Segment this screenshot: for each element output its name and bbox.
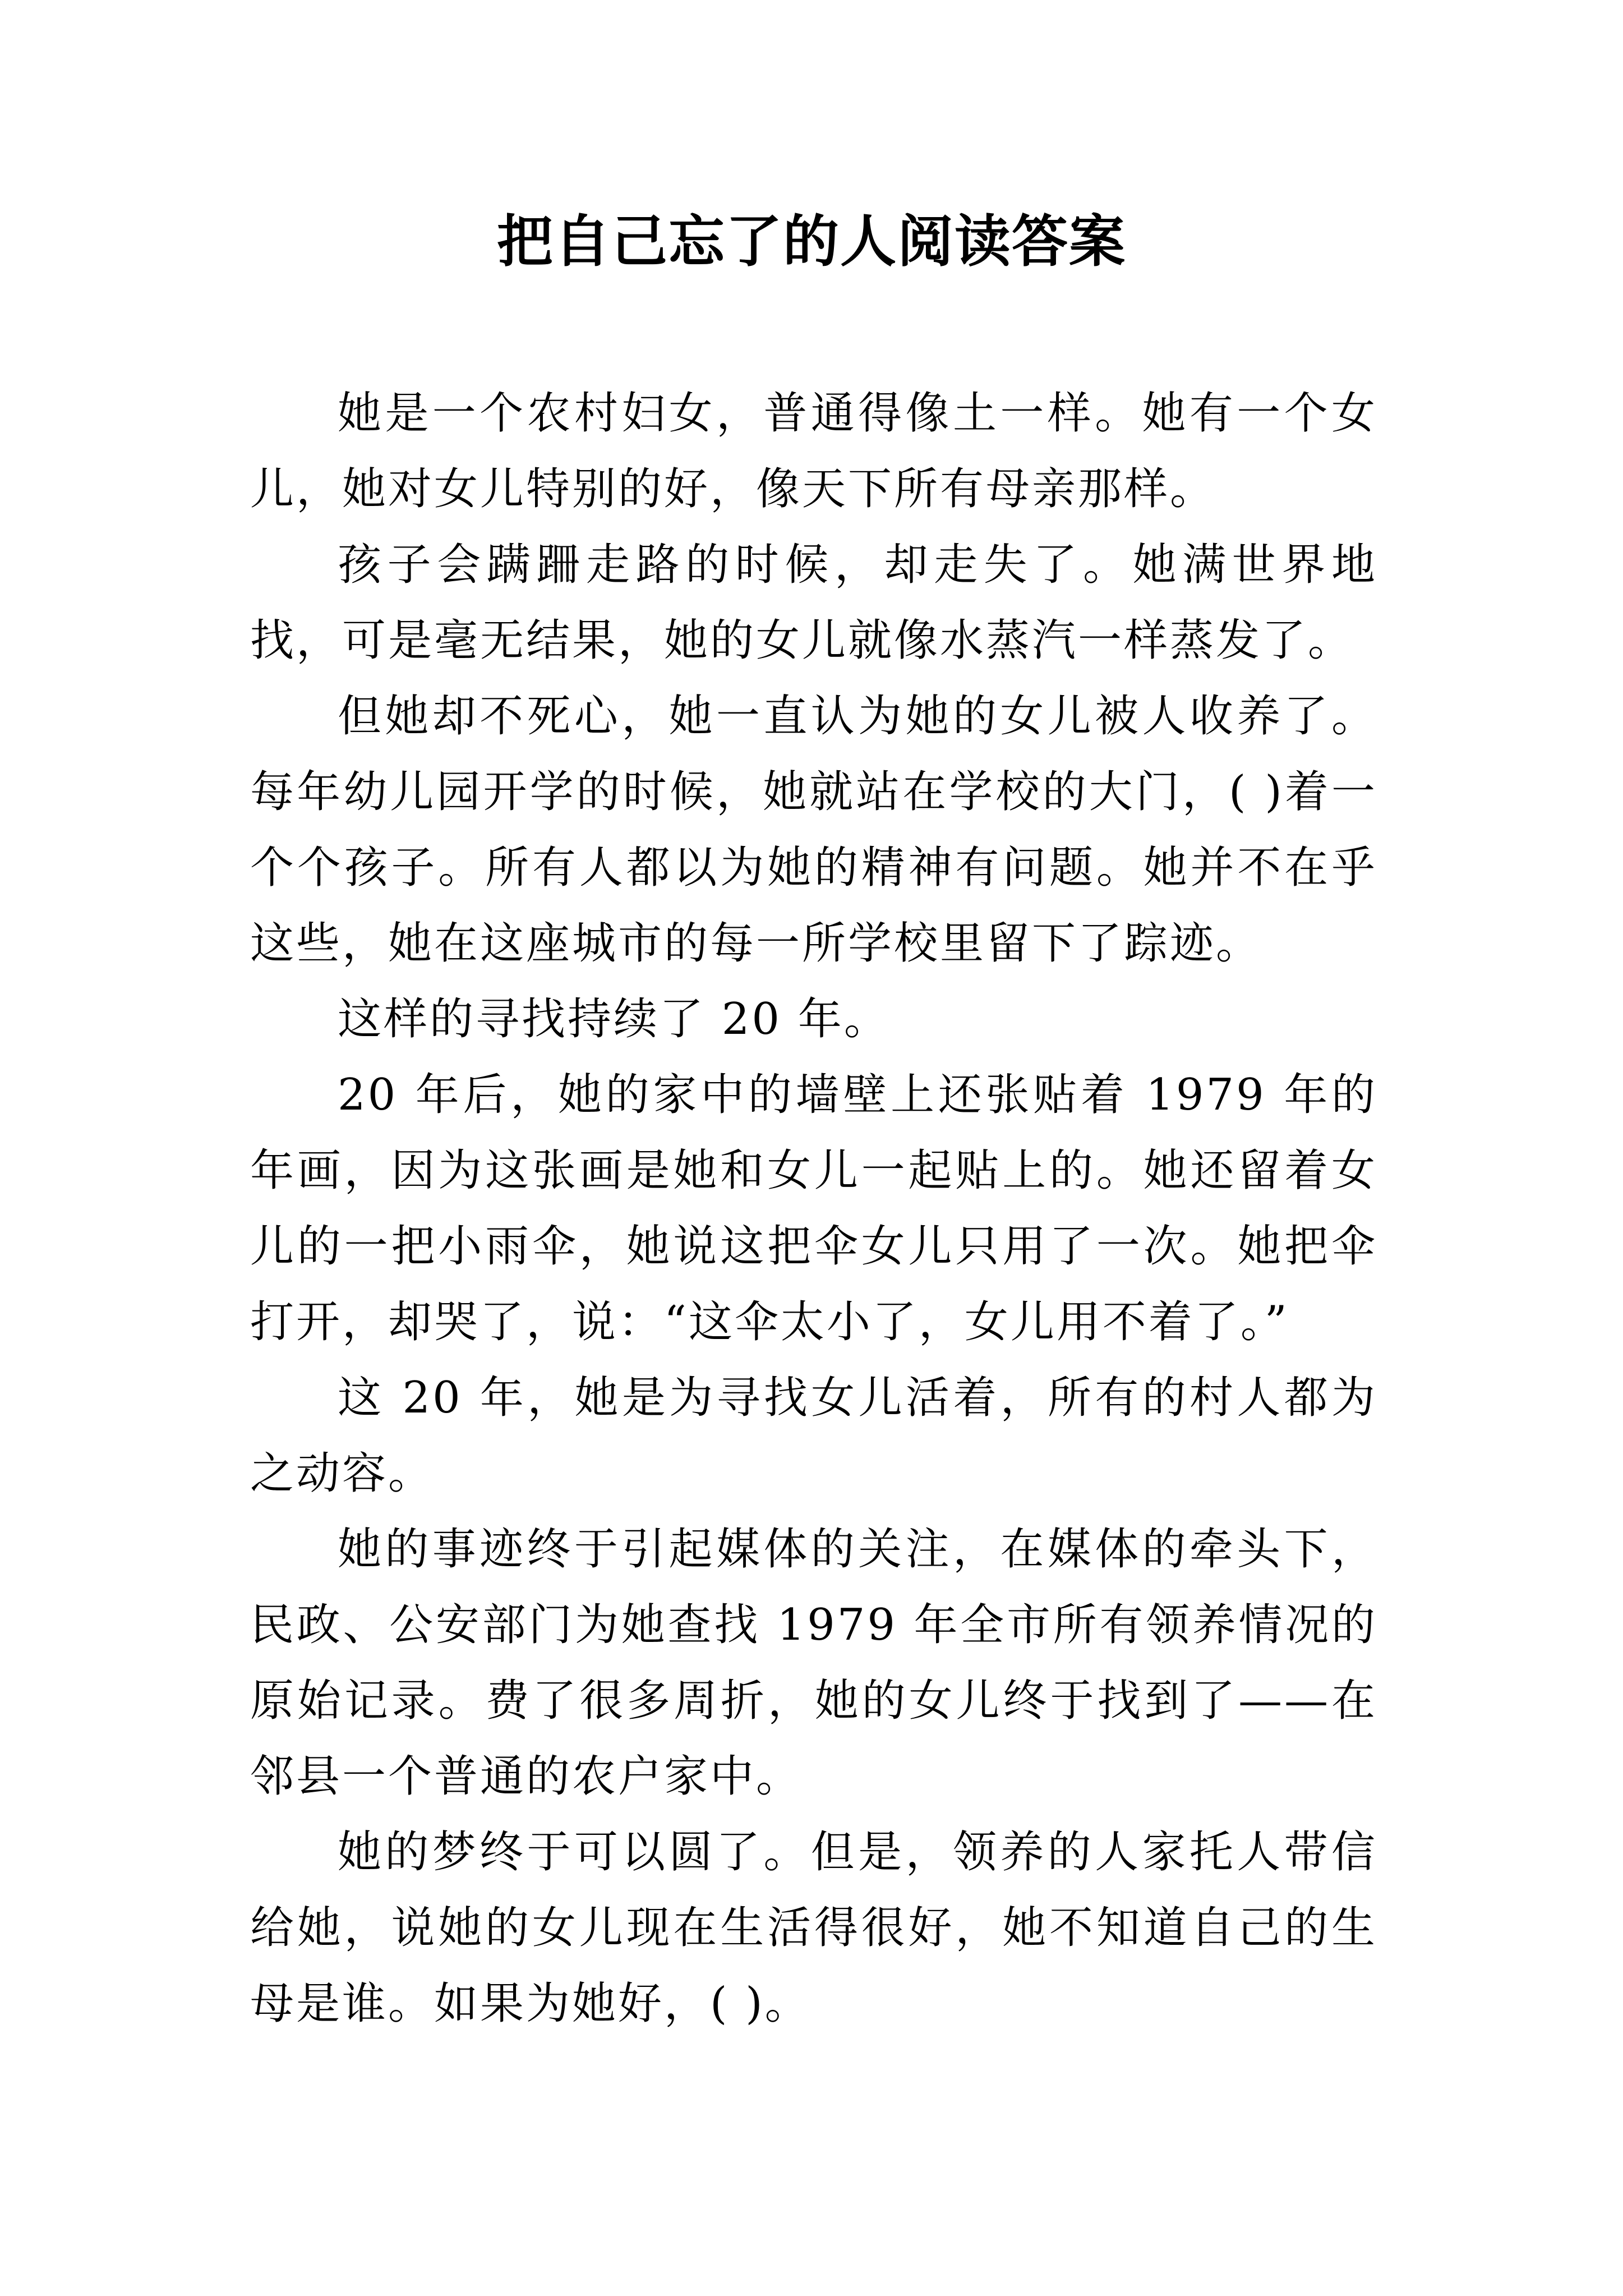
paragraph: 她的事迹终于引起媒体的关注，在媒体的牵头下，民政、公安部门为她查找 1979 年全市所有领养情况的原始记录。费了很多周折，她的女儿终于找到了——在邻县一个普通的农户家中。: [250, 1524, 1377, 1802]
paragraph: 这样的寻找持续了 20 年。: [338, 994, 890, 1045]
document-title: 把自己忘了的人阅读答案: [497, 208, 1126, 274]
paragraph: 20 年后，她的家中的墙壁上还张贴着 1979 年的年画，因为这张画是她和女儿一起贴上的。她还留着女儿的一把小雨伞，她说这把伞女儿只用了一次。她把伞打开，却哭了，说：“这伞太小了，女儿用不着了。”: [250, 1070, 1377, 1347]
paragraph: 她是一个农村妇女，普通得像土一样。她有一个女儿，她对女儿特别的好，像天下所有母亲那样。: [250, 388, 1377, 514]
paragraph: 她的梦终于可以圆了。但是，领养的人家托人带信给她，说她的女儿现在生活得很好，她不知道自己的生母是谁。如果为她好，( )。: [250, 1827, 1377, 2029]
document-body: [250, 376, 1377, 2042]
paragraph: 孩子会蹒跚走路的时候，却走失了。她满世界地找，可是毫无结果，她的女儿就像水蒸汽一样蒸发了。: [250, 540, 1377, 666]
paragraph: 这 20 年，她是为寻找女儿活着，所有的村人都为之动容。: [250, 1373, 1377, 1499]
paragraph: 但她却不死心，她一直认为她的女儿被人收养了。每年幼儿园开学的时候，她就站在学校的大门，( )着一个个孩子。所有人都以为她的精神有问题。她并不在乎这些，她在这座城市的每一所学校里留下了踪迹。: [250, 691, 1377, 969]
